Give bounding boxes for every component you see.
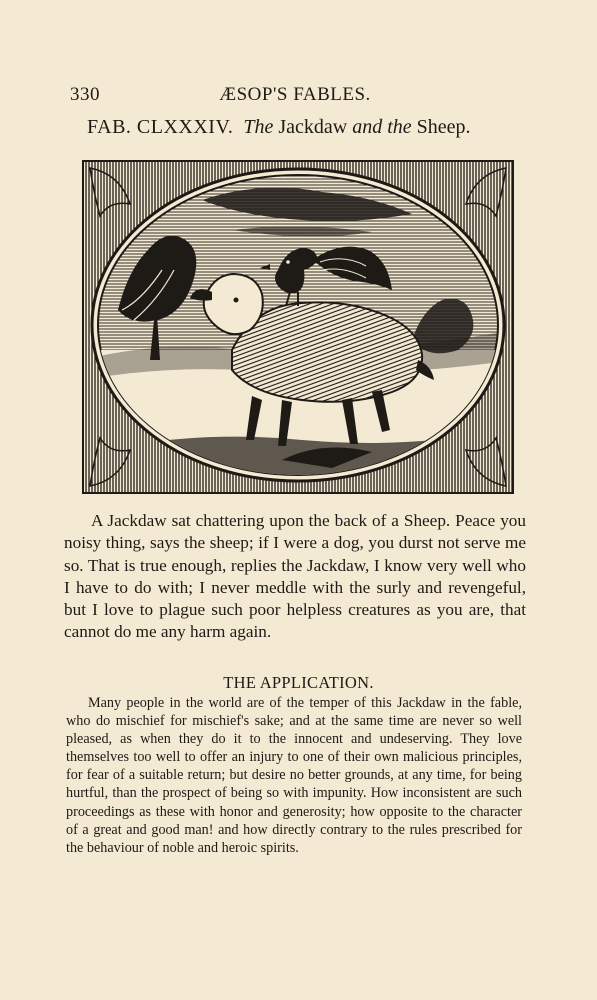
woodcut-illustration — [82, 160, 514, 494]
page-number: 330 — [70, 84, 100, 105]
fable-title-the: The — [243, 116, 274, 138]
fable-paragraph: A Jackdaw sat chattering upon the back of a Sheep. Peace you noisy thing, says the sheep; if I were a dog, you durst not serve me so. That is true enough, replies the Jackdaw, I know very well who I have to do with; I never meddle with the surly and revengeful, but I love to plague such poor helpless creatures as you are, that cannot do me any harm again. — [64, 511, 526, 642]
fable-title-and-the: and the — [352, 116, 412, 138]
fable-number: FAB. CLXXXIV. — [87, 116, 234, 138]
application-paragraph: Many people in the world are of the temper of this Jackdaw in the fable, who do mischief for mischief's sake; and at the same time are never so well pleased, as when they do it to the innocent and undeserving. They love themselves too well to offer an injury to one of their own malicious principles, for fear of a suitable return; but desire no better grounds, at any time, for being hurtful, than the prospect of being so with impunity. How inconsistent are such proceedings as these with honor and generosity; how opposite to the character of a great and good man! and how directly contrary to the rules prescribed for the behaviour of noble and heroic spirits. — [66, 695, 522, 856]
fable-title-jackdaw: Jackdaw — [278, 116, 348, 138]
application-text — [66, 694, 522, 857]
running-head — [70, 84, 520, 108]
book-title: ÆSOP'S FABLES. — [219, 84, 371, 105]
application-heading: THE APPLICATION. — [223, 673, 374, 692]
fable-title-sheep: Sheep. — [416, 116, 471, 138]
fable-heading — [87, 116, 527, 139]
fable-text — [64, 510, 526, 644]
